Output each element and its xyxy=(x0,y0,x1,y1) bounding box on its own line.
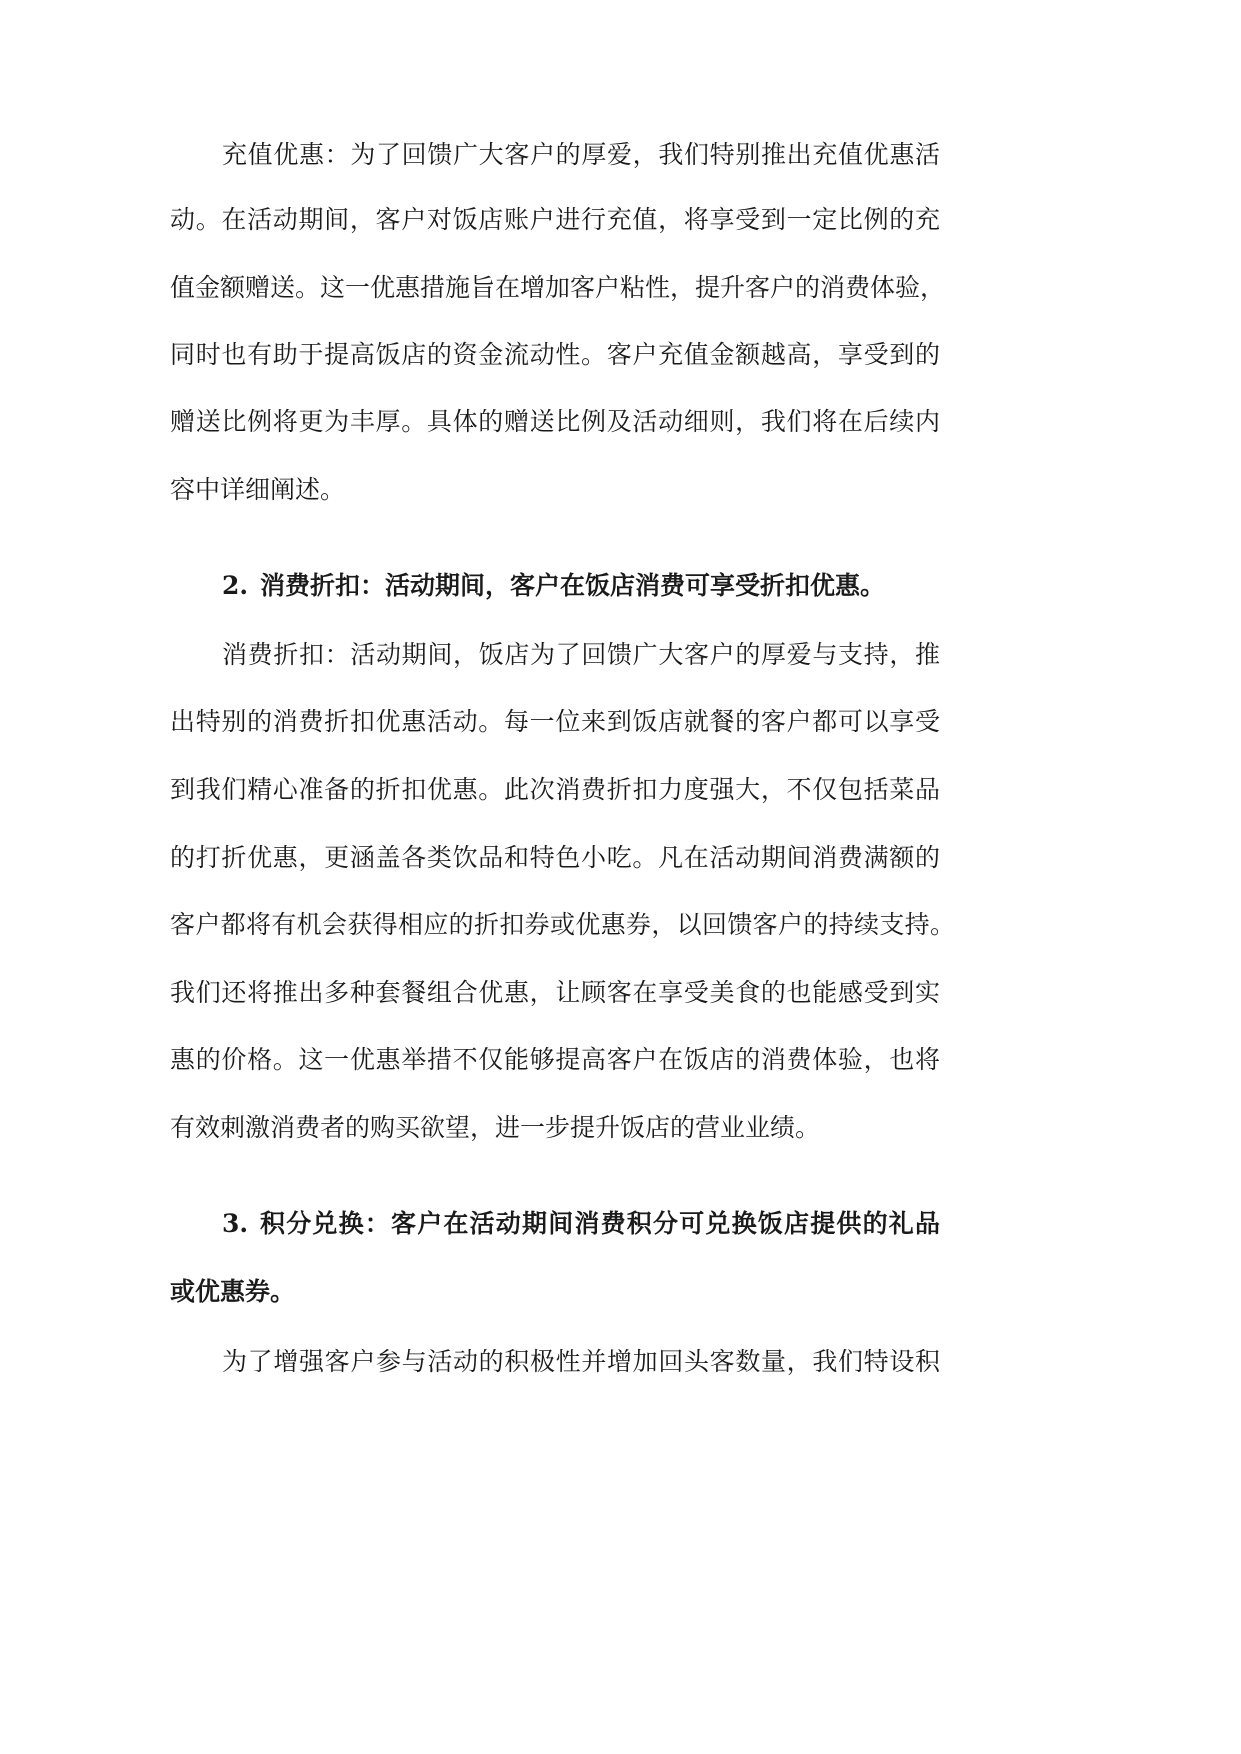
heading-number: 3. xyxy=(222,1209,249,1238)
paragraph-line: 出特别的消费折扣优惠活动。每一位来到饭店就餐的客户都可以享受 xyxy=(170,707,940,736)
section-heading-points-continued xyxy=(170,1272,940,1312)
paragraph-line: 容中详细阐述。 xyxy=(170,475,346,504)
paragraph-line: 值金额赠送。这一优惠措施旨在增加客户粘性，提升客户的消费体验， xyxy=(170,273,946,302)
paragraph-line: 同时也有助于提高饭店的资金流动性。客户充值金额越高，享受到的 xyxy=(170,340,940,369)
heading-text: 消费折扣：活动期间，客户在饭店消费可享受折扣优惠。 xyxy=(260,571,886,600)
heading-number: 2. xyxy=(222,571,249,600)
section-heading-points xyxy=(222,1204,940,1244)
paragraph-line: 赠送比例将更为丰厚。具体的赠送比例及活动细则，我们将在后续内 xyxy=(170,407,940,436)
heading-text: 或优惠券。 xyxy=(170,1277,296,1306)
paragraph-line: 我们还将推出多种套餐组合优惠，让顾客在享受美食的也能感受到实 xyxy=(170,978,940,1007)
paragraph-line: 惠的价格。这一优惠举措不仅能够提高客户在饭店的消费体验，也将 xyxy=(170,1045,940,1074)
paragraph-line: 客户都将有机会获得相应的折扣券或优惠券，以回馈客户的持续支持。 xyxy=(170,910,955,939)
heading-text: 积分兑换：客户在活动期间消费积分可兑换饭店提供的礼品 xyxy=(260,1209,940,1238)
paragraph-line: 动。在活动期间，客户对饭店账户进行充值，将享受到一定比例的充 xyxy=(170,205,940,234)
paragraph-line: 充值优惠：为了回馈广大客户的厚爱，我们特别推出充值优惠活 xyxy=(222,140,940,169)
paragraph-line: 消费折扣：活动期间，饭店为了回馈广大客户的厚爱与支持，推 xyxy=(222,640,940,669)
paragraph-line: 到我们精心准备的折扣优惠。此次消费折扣力度强大，不仅包括菜品 xyxy=(170,775,940,804)
section-heading-discount xyxy=(222,566,940,606)
paragraph-line: 的打折优惠，更涵盖各类饮品和特色小吃。凡在活动期间消费满额的 xyxy=(170,843,940,872)
paragraph-line: 为了增强客户参与活动的积极性并增加回头客数量，我们特设积 xyxy=(222,1347,940,1376)
paragraph-line: 有效刺激消费者的购买欲望，进一步提升饭店的营业业绩。 xyxy=(170,1113,821,1142)
